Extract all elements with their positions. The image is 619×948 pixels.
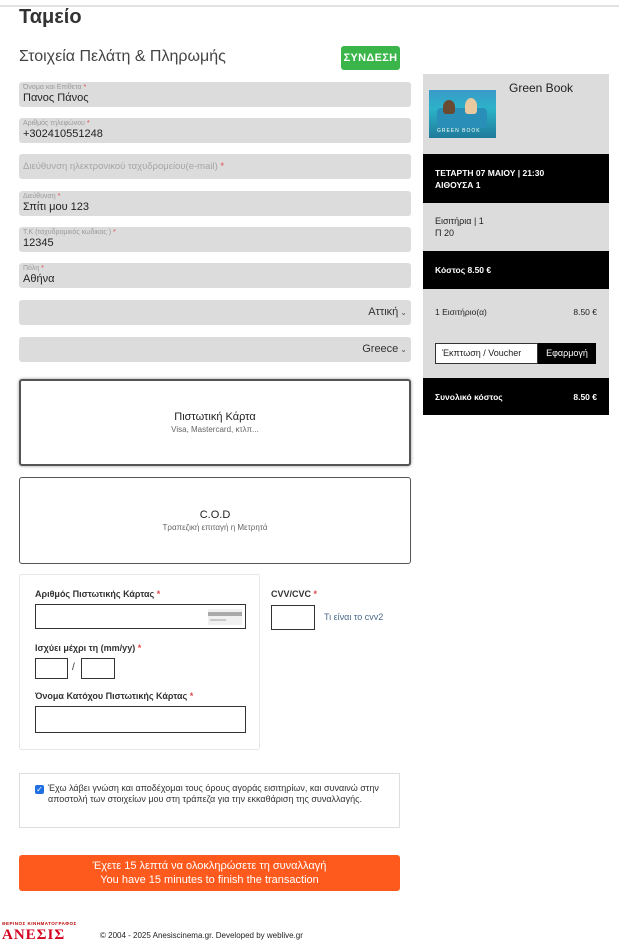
terms-checkbox[interactable]: ✓ — [36, 785, 43, 794]
cvv-input[interactable] — [271, 605, 315, 630]
name-label: Όνομα και Επίθετα * — [23, 84, 87, 91]
payment-cod-subtitle: Τραπεζική επιταγή η Μετρητά — [162, 523, 268, 532]
region-select[interactable] — [19, 300, 411, 325]
email-placeholder: Διεύθυνση ηλεκτρονικού ταχυδρομείου(e-mail) * — [23, 161, 225, 172]
anesis-logo[interactable]: ΑΝΕΣΙΣ — [2, 927, 66, 943]
show-date: ΤΕΤΑΡΤΗ 07 ΜΑΙΟΥ | 21:30 — [435, 168, 545, 178]
postal-code-label: Τ.Κ (ταχυδρομικός κωδικας ) * — [23, 229, 116, 236]
apply-voucher-button[interactable]: Εφαρμογή — [538, 343, 596, 364]
country-select-value: Greece — [362, 343, 399, 355]
section-title: Στοιχεία Πελάτη & Πληρωμής — [19, 48, 226, 65]
chevron-down-icon: ⌄ — [400, 308, 407, 317]
timer-text-english: You have 15 minutes to finish the transaction — [100, 874, 319, 886]
name-field[interactable] — [19, 82, 411, 107]
order-showtime-panel — [423, 154, 609, 203]
total-value: 8.50 € — [573, 392, 597, 402]
address-label: Διεύθυνση * — [23, 193, 61, 200]
timer-banner — [19, 855, 400, 891]
terms-box — [19, 773, 400, 828]
phone-field[interactable] — [19, 118, 411, 143]
postal-code-field[interactable] — [19, 227, 411, 252]
payment-option-card[interactable] — [19, 379, 411, 466]
expiry-month-input[interactable] — [35, 658, 68, 679]
country-select[interactable] — [19, 337, 411, 362]
email-field[interactable] — [19, 154, 411, 179]
movie-title: Green Book — [509, 81, 574, 95]
order-summary-panel — [423, 289, 609, 378]
name-value: Πανος Πάνος — [23, 92, 89, 104]
card-number-input[interactable] — [35, 604, 246, 629]
address-field[interactable] — [19, 191, 411, 216]
logo-tagline: ΘΕΡΙΝΟΣ ΚΙΝΗΜΑΤΟΓΡΑΦΟΣ — [2, 921, 77, 926]
phone-value: +302410551248 — [23, 128, 103, 140]
city-field[interactable] — [19, 263, 411, 288]
voucher-input[interactable]: Έκπτωση / Voucher — [435, 343, 538, 364]
poster-title: GREEN BOOK — [437, 128, 481, 134]
ticket-quantity: 1 Εισιτήριο(α) — [435, 307, 487, 317]
expiry-year-input[interactable] — [81, 658, 115, 679]
payment-cod-title: C.O.D — [199, 509, 231, 521]
payment-card-subtitle: Visa, Mastercard, κτλπ... — [171, 425, 259, 434]
region-select-value: Αττική — [368, 306, 399, 318]
city-value: Αθήνα — [23, 273, 55, 285]
card-holder-label: Όνομα Κατόχου Πιστωτικής Κάρτας * — [35, 691, 194, 701]
tickets-count: Εισιτήρια | 1 — [435, 216, 484, 226]
cvv-help-link[interactable]: Τι είναι το cvv2 — [324, 612, 384, 622]
phone-label: Αριθμός τηλεφώνου * — [23, 120, 90, 127]
timer-text-greek: Έχετε 15 λεπτά να ολοκληρώσετε τη συναλλαγή — [92, 860, 327, 872]
terms-text: Έχω λάβει γνώση και αποδέχομαι τους όρους αγοράς εισιτηρίων, και συναινώ στην αποστολή των στοιχείων μου στη τράπεζα για την εκκαθάριση της συναλλαγής. — [48, 783, 379, 804]
seat-number: Π 20 — [435, 228, 455, 238]
cost-text: Κόστος 8.50 € — [435, 265, 492, 275]
credit-card-icon — [208, 609, 242, 625]
login-button[interactable]: ΣΥΝΔΕΣΗ — [341, 46, 400, 70]
order-cost-panel — [423, 251, 609, 289]
postal-code-value: 12345 — [23, 237, 54, 249]
address-value: Σπίτι μου 123 — [23, 201, 90, 213]
top-divider — [0, 5, 619, 7]
chevron-down-icon: ⌄ — [400, 345, 407, 354]
ticket-price: 8.50 € — [573, 307, 597, 317]
order-tickets-panel — [423, 203, 609, 251]
city-label: Πόλη * — [23, 265, 44, 272]
show-hall: ΑΙΘΟΥΣΑ 1 — [435, 180, 481, 190]
expiry-separator: / — [72, 662, 75, 673]
card-number-label: Αριθμός Πιστωτικής Κάρτας * — [35, 589, 161, 599]
payment-option-cod[interactable] — [19, 477, 411, 564]
movie-poster — [429, 90, 496, 138]
total-label: Συνολικό κόστος — [435, 392, 503, 402]
payment-card-title: Πιστωτική Κάρτα — [174, 411, 256, 423]
card-holder-input[interactable] — [35, 706, 246, 733]
page-title: Ταμείο — [19, 6, 82, 28]
cvv-label: CVV/CVC * — [271, 589, 318, 599]
footer-copyright: © 2004 - 2025 Anesiscinema.gr. Developed by weblive.gr — [100, 931, 303, 940]
expiry-label: Ισχύει μέχρι τη (mm/yy) * — [35, 643, 142, 653]
order-total-panel — [423, 378, 609, 415]
order-movie-panel — [423, 74, 609, 154]
